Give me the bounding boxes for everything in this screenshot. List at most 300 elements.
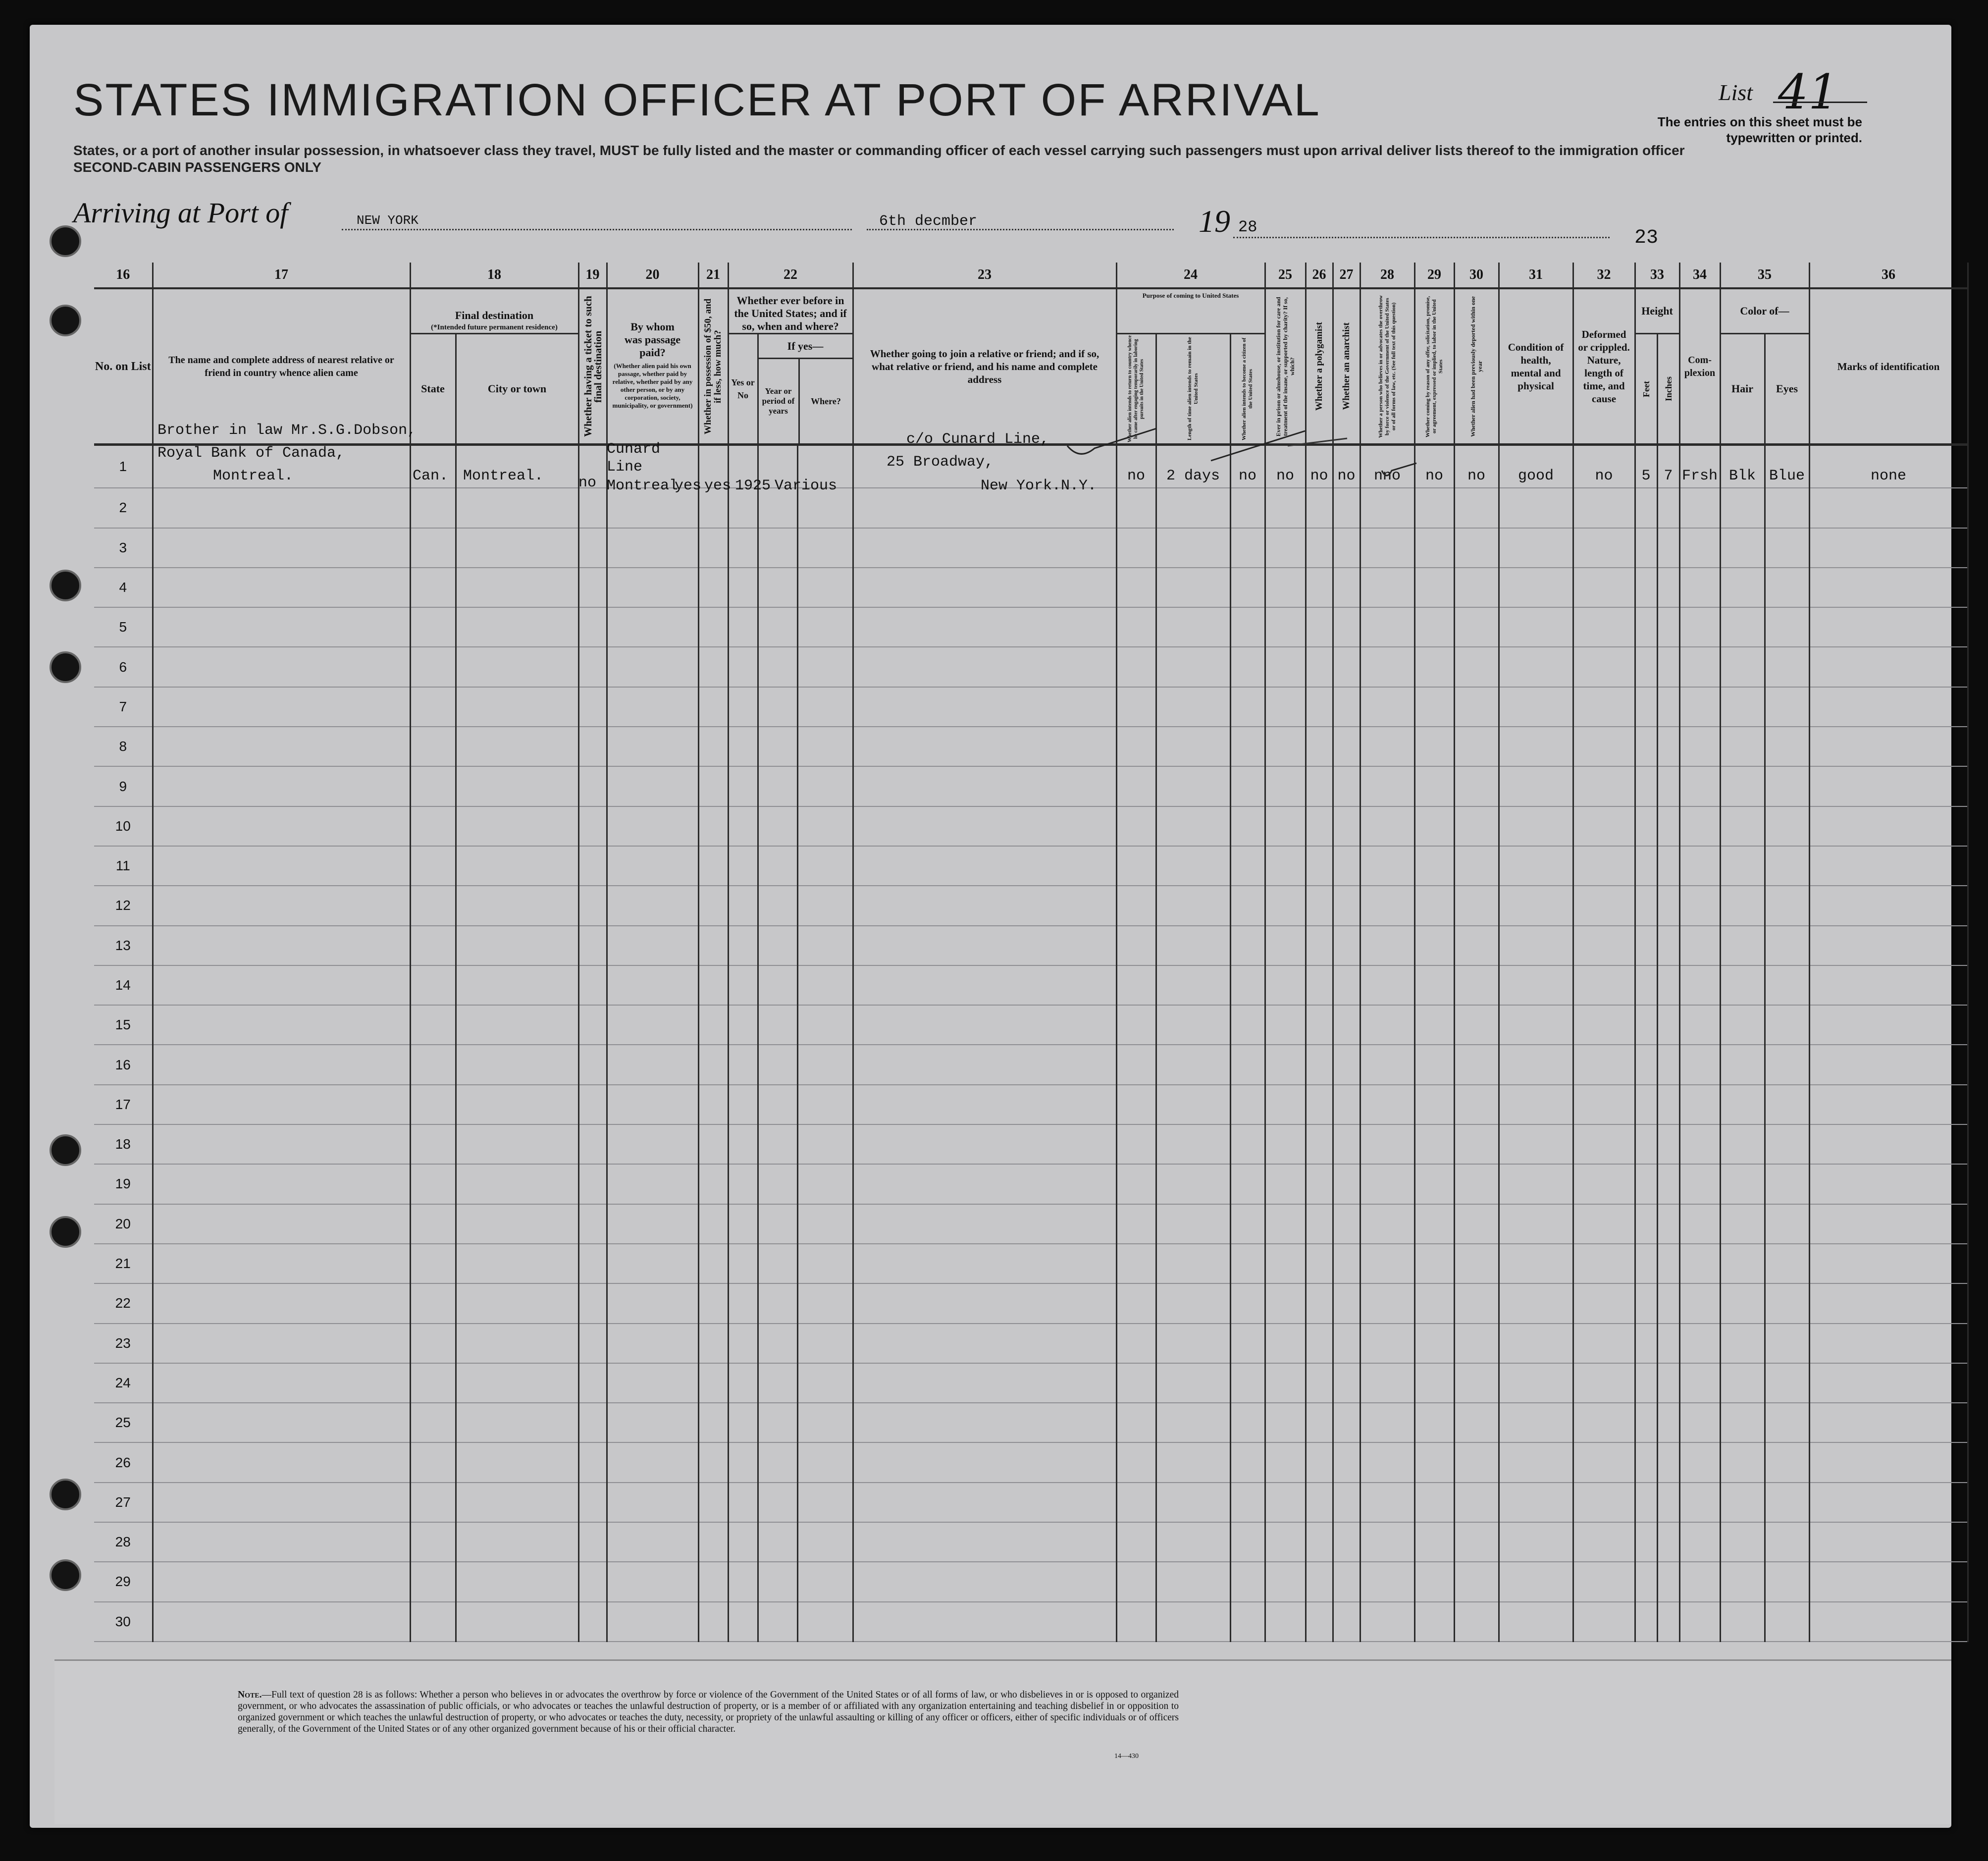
table-cell bbox=[1306, 727, 1333, 766]
row-number: 26 bbox=[94, 1442, 153, 1482]
header-hair: Hair bbox=[1720, 334, 1765, 444]
table-cell bbox=[797, 1204, 853, 1244]
table-cell bbox=[456, 488, 578, 528]
table-cell bbox=[1414, 528, 1454, 568]
table-cell bbox=[607, 1522, 698, 1562]
table-cell bbox=[1720, 1363, 1765, 1403]
table-cell bbox=[1156, 1602, 1230, 1642]
table-cell bbox=[698, 1085, 728, 1124]
table-cell bbox=[1230, 1403, 1265, 1442]
table-cell bbox=[1360, 1164, 1414, 1204]
punch-hole bbox=[50, 1559, 81, 1591]
punch-hole bbox=[50, 1479, 81, 1510]
row-number: 2 bbox=[94, 488, 153, 528]
table-cell bbox=[153, 528, 410, 568]
table-cell bbox=[1679, 568, 1720, 607]
table-cell bbox=[1809, 1403, 1968, 1442]
header-color: Color of— bbox=[1720, 288, 1809, 334]
table-cell bbox=[1499, 1204, 1573, 1244]
table-cell bbox=[1414, 1403, 1454, 1442]
table-cell bbox=[1657, 1483, 1679, 1522]
table-cell bbox=[1454, 607, 1499, 647]
overthrow-header-text: Whether a person who believes in or advocates the overthrow by force or violence of the Government of the United States or of all forms of law, etc. (See full text of this question) bbox=[1377, 295, 1397, 438]
table-cell bbox=[1809, 687, 1968, 727]
table-cell bbox=[1333, 1244, 1360, 1283]
table-cell bbox=[456, 1085, 578, 1124]
table-cell bbox=[698, 766, 728, 806]
table-cell: no bbox=[1454, 445, 1499, 488]
table-cell bbox=[410, 806, 456, 846]
table-cell bbox=[1720, 886, 1765, 925]
table-cell bbox=[1657, 1324, 1679, 1363]
colnum-33: 33 bbox=[1635, 263, 1679, 288]
table-cell bbox=[456, 1005, 578, 1045]
table-cell bbox=[1809, 1522, 1968, 1562]
checkmark-icon bbox=[1283, 431, 1352, 461]
table-cell bbox=[1116, 1562, 1156, 1601]
table-row bbox=[94, 647, 1968, 687]
table-cell bbox=[1679, 1483, 1720, 1522]
table-cell: good bbox=[1499, 445, 1573, 488]
table-row bbox=[94, 1442, 1968, 1482]
header-passage-paid bbox=[607, 288, 698, 443]
column-header-row bbox=[94, 288, 1968, 334]
table-cell bbox=[1116, 846, 1156, 886]
table-cell bbox=[1414, 846, 1454, 886]
table-cell bbox=[728, 965, 758, 1005]
paid-line-1: Cunard bbox=[607, 441, 661, 458]
table-cell bbox=[1679, 687, 1720, 727]
table-cell bbox=[153, 1164, 410, 1204]
table-cell bbox=[1499, 926, 1573, 965]
table-cell bbox=[1454, 1005, 1499, 1045]
table-cell bbox=[1765, 1045, 1809, 1084]
table-cell bbox=[1809, 806, 1968, 846]
table-cell bbox=[1809, 528, 1968, 568]
table-cell bbox=[1720, 806, 1765, 846]
table-cell bbox=[1156, 1124, 1230, 1164]
table-cell bbox=[607, 1045, 698, 1084]
table-cell bbox=[1116, 766, 1156, 806]
table-cell bbox=[1809, 846, 1968, 886]
table-cell bbox=[1765, 1005, 1809, 1045]
table-cell bbox=[1333, 568, 1360, 607]
table-cell bbox=[607, 1483, 698, 1522]
table-cell bbox=[1230, 1045, 1265, 1084]
table-cell bbox=[1765, 488, 1809, 528]
colnum-17: 17 bbox=[153, 263, 410, 288]
header-final-destination bbox=[410, 288, 578, 334]
form-class-label: SECOND-CABIN PASSENGERS ONLY bbox=[73, 160, 321, 175]
table-cell bbox=[1635, 1483, 1657, 1522]
table-cell bbox=[1230, 926, 1265, 965]
header-no-on-list: No. on List bbox=[94, 288, 153, 443]
fifty-dollars-header-text: Whether in possession of $50, and if less, how much? bbox=[703, 298, 723, 434]
table-cell bbox=[1679, 1005, 1720, 1045]
table-cell bbox=[698, 1602, 728, 1642]
table-cell bbox=[1720, 568, 1765, 607]
table-cell bbox=[1635, 1363, 1657, 1403]
table-cell bbox=[1454, 528, 1499, 568]
table-cell bbox=[1809, 1442, 1968, 1482]
table-cell bbox=[853, 1324, 1116, 1363]
table-cell bbox=[1360, 1522, 1414, 1562]
table-cell bbox=[1454, 1164, 1499, 1204]
table-cell bbox=[1116, 1324, 1156, 1363]
table-cell bbox=[1414, 488, 1454, 528]
table-cell bbox=[797, 766, 853, 806]
table-cell bbox=[728, 568, 758, 607]
table-cell bbox=[797, 965, 853, 1005]
table-cell bbox=[698, 1124, 728, 1164]
table-cell bbox=[456, 1403, 578, 1442]
table-cell bbox=[578, 607, 607, 647]
table-cell bbox=[578, 1283, 607, 1323]
table-cell bbox=[153, 1005, 410, 1045]
table-cell bbox=[153, 806, 410, 846]
table-cell bbox=[578, 806, 607, 846]
table-cell bbox=[578, 1005, 607, 1045]
row-number: 11 bbox=[94, 846, 153, 886]
table-cell bbox=[1156, 1363, 1230, 1403]
table-cell bbox=[1765, 1483, 1809, 1522]
table-cell bbox=[728, 846, 758, 886]
table-cell bbox=[1230, 806, 1265, 846]
table-cell bbox=[410, 647, 456, 687]
table-cell bbox=[1809, 965, 1968, 1005]
page-number: 23 bbox=[1634, 227, 1659, 249]
header-state: State bbox=[410, 334, 456, 444]
table-cell bbox=[456, 886, 578, 925]
row-number: 3 bbox=[94, 528, 153, 568]
table-cell bbox=[1809, 1562, 1968, 1601]
row-number: 19 bbox=[94, 1164, 153, 1204]
footnote-text: —Full text of question 28 is as follows: Whether a person who believes in or advocates the overthrow by force or violence of the Government of the United States or of all forms of law, or who disbelieves in or is opposed to organized government, or who advocates the assassination of public officials, or who advocates or teaches the unlawful destruction of property, or is a member of or affiliated with any organization entertaining and teaching disbelief in or opposition to organized government or which teaches the unlawful destruction of property, or who advocates or teaches the duty, necessity, or propriety of the unlawful assaulting or killing of any officer or officers, either of specific individuals or of officers generally, of the Government of the United States or of any other organized government because of his or their official character. bbox=[238, 1690, 1179, 1734]
table-cell bbox=[1414, 926, 1454, 965]
table-row bbox=[94, 806, 1968, 846]
table-cell bbox=[1573, 1005, 1635, 1045]
table-cell bbox=[1635, 1283, 1657, 1323]
table-cell bbox=[1454, 1045, 1499, 1084]
table-row bbox=[94, 687, 1968, 727]
table-cell bbox=[1306, 607, 1333, 647]
table-cell bbox=[1657, 488, 1679, 528]
relative-line-2: Royal Bank of Canada, bbox=[157, 445, 345, 462]
table-cell bbox=[153, 488, 410, 528]
table-cell bbox=[728, 1124, 758, 1164]
table-cell bbox=[1156, 1324, 1230, 1363]
table-cell bbox=[853, 926, 1116, 965]
table-cell bbox=[1573, 1045, 1635, 1084]
row-number: 6 bbox=[94, 647, 153, 687]
table-cell bbox=[1265, 926, 1306, 965]
table-cell bbox=[758, 766, 797, 806]
table-cell bbox=[853, 806, 1116, 846]
table-cell bbox=[728, 766, 758, 806]
table-cell bbox=[607, 607, 698, 647]
row-number: 10 bbox=[94, 806, 153, 846]
table-cell bbox=[1414, 1244, 1454, 1283]
table-cell bbox=[1454, 1403, 1499, 1442]
table-cell bbox=[1679, 806, 1720, 846]
table-cell bbox=[1265, 1562, 1306, 1601]
table-cell bbox=[1454, 1324, 1499, 1363]
table-cell bbox=[1499, 1363, 1573, 1403]
table-cell bbox=[728, 1045, 758, 1084]
table-cell bbox=[1573, 687, 1635, 727]
table-cell bbox=[1360, 1124, 1414, 1164]
table-cell bbox=[153, 1085, 410, 1124]
table-cell bbox=[1265, 488, 1306, 528]
table-cell bbox=[1454, 488, 1499, 528]
table-cell bbox=[698, 1164, 728, 1204]
table-cell bbox=[578, 1085, 607, 1124]
table-cell bbox=[1635, 528, 1657, 568]
table-cell bbox=[1765, 1204, 1809, 1244]
table-cell bbox=[1765, 1244, 1809, 1283]
table-cell bbox=[410, 528, 456, 568]
table-cell bbox=[758, 926, 797, 965]
table-cell bbox=[728, 1283, 758, 1323]
colnum-24: 24 bbox=[1116, 263, 1265, 288]
table-cell bbox=[1156, 806, 1230, 846]
table-cell bbox=[1306, 1085, 1333, 1124]
table-cell bbox=[698, 1483, 728, 1522]
table-cell bbox=[1156, 965, 1230, 1005]
punch-hole bbox=[50, 1216, 81, 1248]
row-number: 15 bbox=[94, 1005, 153, 1045]
row-number: 21 bbox=[94, 1244, 153, 1283]
table-cell bbox=[153, 1483, 410, 1522]
table-cell bbox=[1333, 1483, 1360, 1522]
table-cell bbox=[1230, 1283, 1265, 1323]
table-cell bbox=[1657, 766, 1679, 806]
header-yes-no bbox=[728, 334, 758, 444]
row-number: 12 bbox=[94, 886, 153, 925]
table-row bbox=[94, 528, 1968, 568]
table-cell bbox=[1333, 1324, 1360, 1363]
table-cell bbox=[758, 647, 797, 687]
table-cell bbox=[853, 1085, 1116, 1124]
table-row bbox=[94, 1562, 1968, 1601]
table-cell bbox=[1635, 806, 1657, 846]
table-cell bbox=[607, 1403, 698, 1442]
table-cell bbox=[1306, 1164, 1333, 1204]
table-cell bbox=[153, 1602, 410, 1642]
table-cell bbox=[410, 727, 456, 766]
table-cell bbox=[1306, 1403, 1333, 1442]
table-cell bbox=[1116, 1363, 1156, 1403]
header-prison bbox=[1265, 288, 1306, 443]
table-cell: 2 days bbox=[1156, 445, 1230, 488]
row-number: 1 bbox=[94, 445, 153, 488]
table-cell bbox=[1809, 1005, 1968, 1045]
table-cell bbox=[153, 926, 410, 965]
table-cell bbox=[758, 1164, 797, 1204]
table-cell bbox=[1657, 1045, 1679, 1084]
table-cell bbox=[1454, 1562, 1499, 1601]
table-cell bbox=[410, 926, 456, 965]
table-cell bbox=[1499, 687, 1573, 727]
table-cell bbox=[153, 568, 410, 607]
table-cell bbox=[1657, 528, 1679, 568]
table-cell bbox=[1360, 1403, 1414, 1442]
table-cell bbox=[1454, 965, 1499, 1005]
colnum-16: 16 bbox=[94, 263, 153, 288]
table-cell bbox=[607, 687, 698, 727]
table-cell bbox=[1573, 846, 1635, 886]
table-cell bbox=[797, 1324, 853, 1363]
table-cell bbox=[1454, 1085, 1499, 1124]
table-cell bbox=[797, 687, 853, 727]
table-cell bbox=[1657, 1005, 1679, 1045]
table-cell bbox=[578, 687, 607, 727]
header-feet bbox=[1635, 334, 1657, 444]
table-cell bbox=[1230, 528, 1265, 568]
table-cell bbox=[1765, 687, 1809, 727]
return-home-header-text: Whether alien intends to return to country whence he came after engaging temporarily in laboring pursuits in the United States bbox=[1127, 335, 1145, 443]
table-cell bbox=[1635, 1124, 1657, 1164]
table-cell: none bbox=[1809, 445, 1968, 488]
table-cell bbox=[1360, 488, 1414, 528]
table-cell bbox=[456, 1244, 578, 1283]
table-cell bbox=[578, 647, 607, 687]
table-cell bbox=[607, 1124, 698, 1164]
table-cell bbox=[1306, 846, 1333, 886]
table-cell bbox=[1573, 1244, 1635, 1283]
table-cell bbox=[1720, 1204, 1765, 1244]
table-row bbox=[94, 1522, 1968, 1562]
table-cell bbox=[1306, 806, 1333, 846]
table-cell bbox=[1414, 1204, 1454, 1244]
table-cell bbox=[1414, 1005, 1454, 1045]
table-cell bbox=[1230, 1164, 1265, 1204]
table-cell bbox=[1265, 1283, 1306, 1323]
table-cell bbox=[1116, 965, 1156, 1005]
table-cell bbox=[1333, 687, 1360, 727]
table-cell bbox=[1679, 1283, 1720, 1323]
table-cell bbox=[1635, 1602, 1657, 1642]
table-cell bbox=[456, 1442, 578, 1482]
table-cell bbox=[1720, 607, 1765, 647]
table-cell bbox=[1679, 1124, 1720, 1164]
table-cell bbox=[1635, 926, 1657, 965]
header-polygamist bbox=[1306, 288, 1333, 443]
table-cell bbox=[1156, 568, 1230, 607]
table-cell bbox=[153, 1324, 410, 1363]
table-cell bbox=[578, 1124, 607, 1164]
table-cell bbox=[1306, 528, 1333, 568]
table-cell bbox=[1454, 1483, 1499, 1522]
table-cell bbox=[607, 1324, 698, 1363]
table-cell bbox=[1333, 1204, 1360, 1244]
table-cell bbox=[456, 1363, 578, 1403]
table-cell bbox=[1230, 1522, 1265, 1562]
table-cell bbox=[153, 647, 410, 687]
table-cell bbox=[1499, 1005, 1573, 1045]
table-cell bbox=[853, 1602, 1116, 1642]
table-cell bbox=[578, 488, 607, 528]
header-health: Condition of health, mental and physical bbox=[1499, 288, 1573, 443]
table-cell bbox=[1809, 1324, 1968, 1363]
passage-paid-label: By whom was passage paid? bbox=[624, 320, 681, 359]
table-cell bbox=[1499, 1562, 1573, 1601]
table-cell bbox=[853, 886, 1116, 925]
table-cell bbox=[1414, 1483, 1454, 1522]
table-cell bbox=[153, 1562, 410, 1601]
table-row bbox=[94, 926, 1968, 965]
table-cell bbox=[758, 1324, 797, 1363]
table-row bbox=[94, 727, 1968, 766]
table-cell bbox=[1765, 886, 1809, 925]
table-cell bbox=[1809, 1204, 1968, 1244]
table-cell bbox=[758, 1442, 797, 1482]
table-cell bbox=[1720, 1124, 1765, 1164]
table-cell bbox=[1499, 568, 1573, 607]
table-cell bbox=[1230, 886, 1265, 925]
table-cell bbox=[853, 1164, 1116, 1204]
where-label: Where? bbox=[811, 396, 841, 406]
table-cell bbox=[758, 1363, 797, 1403]
table-cell bbox=[1360, 687, 1414, 727]
table-cell bbox=[1360, 1483, 1414, 1522]
table-cell bbox=[1635, 647, 1657, 687]
labor-offer-header-text: Whether coming by reason of any offer, solicitation, promise, or agreement, expressed or implied, to labor in the United States bbox=[1424, 295, 1444, 437]
table-cell bbox=[578, 528, 607, 568]
table-cell bbox=[698, 1283, 728, 1323]
header-city: City or town bbox=[456, 334, 578, 444]
table-cell bbox=[853, 1562, 1116, 1601]
table-cell bbox=[1679, 886, 1720, 925]
table-cell bbox=[728, 806, 758, 846]
table-cell bbox=[1635, 1244, 1657, 1283]
table-cell bbox=[1306, 1442, 1333, 1482]
relative-line-1: Brother in law Mr.S.G.Dobson, bbox=[157, 422, 417, 439]
year-prefix: 19 bbox=[1199, 204, 1230, 239]
table-cell bbox=[1230, 1244, 1265, 1283]
table-cell bbox=[853, 1124, 1116, 1164]
colnum-26: 26 bbox=[1306, 263, 1333, 288]
table-cell: 7 bbox=[1657, 445, 1679, 488]
table-cell bbox=[1765, 1602, 1809, 1642]
table-cell bbox=[728, 1244, 758, 1283]
table-cell bbox=[1573, 886, 1635, 925]
column-number-row bbox=[94, 263, 1968, 288]
table-cell bbox=[853, 1363, 1116, 1403]
table-cell bbox=[456, 647, 578, 687]
table-cell bbox=[1414, 886, 1454, 925]
table-cell bbox=[1454, 647, 1499, 687]
table-cell bbox=[797, 1363, 853, 1403]
table-cell bbox=[797, 1164, 853, 1204]
table-cell bbox=[698, 1045, 728, 1084]
table-cell bbox=[1454, 886, 1499, 925]
table-cell bbox=[1765, 1283, 1809, 1323]
table-cell bbox=[797, 647, 853, 687]
table-cell bbox=[1116, 727, 1156, 766]
if-yes-label: If yes— bbox=[759, 335, 852, 359]
table-cell bbox=[1333, 926, 1360, 965]
table-cell bbox=[1360, 1602, 1414, 1642]
header-ever-before-in-us bbox=[728, 288, 853, 334]
table-cell bbox=[853, 1204, 1116, 1244]
table-cell bbox=[698, 886, 728, 925]
yes-no-label: Yes or No bbox=[731, 377, 755, 400]
colnum-28: 28 bbox=[1360, 263, 1414, 288]
table-cell bbox=[1156, 1005, 1230, 1045]
feet-header-text: Feet bbox=[1641, 380, 1651, 397]
table-cell bbox=[578, 1602, 607, 1642]
